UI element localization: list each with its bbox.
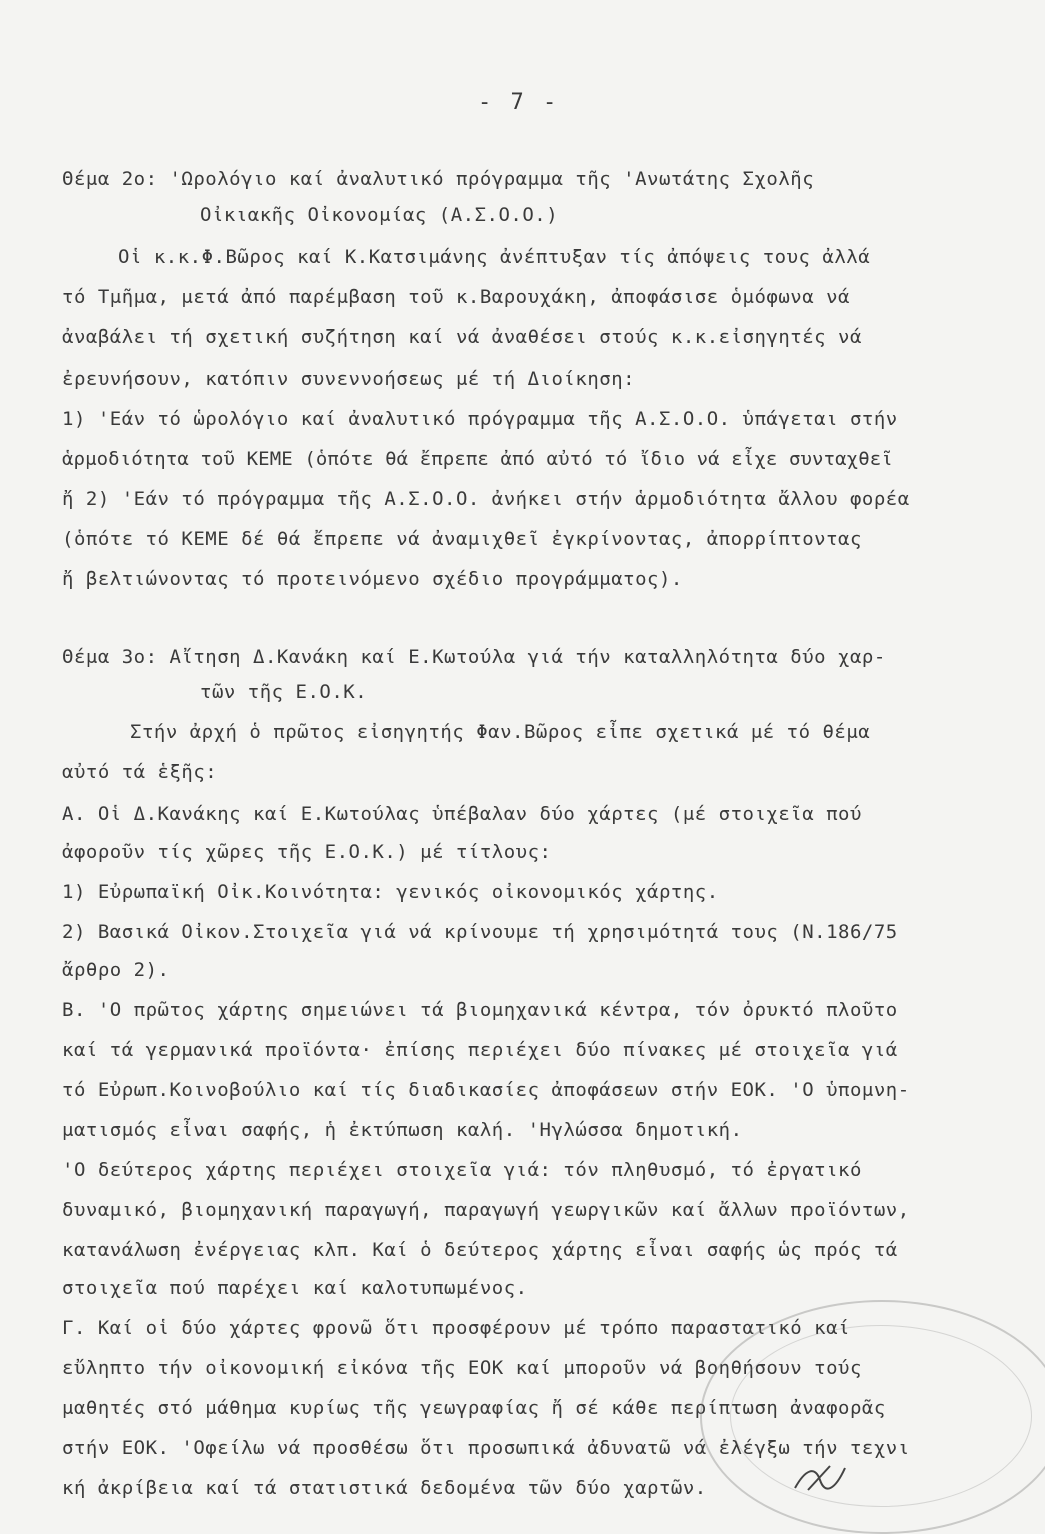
text-line: Γ. Καί οἱ δύο χάρτες φρονῶ ὅτι προσφέρουν μέ τρόπο παραστατικό καί <box>62 1317 850 1339</box>
text-line: Θέμα 3ο: Αἴτηση Δ.Κανάκη καί Ε.Κωτούλα γιά τήν καταλληλότητα δύο χαρ- <box>62 646 886 668</box>
text-line: Οἰκιακῆς Οἰκονομίας (Α.Σ.Ο.Ο.) <box>200 204 559 226</box>
text-line: ματισμός εἶναι σαφής, ἡ ἐκτύπωση καλή. 'Ηγλώσσα δημοτική. <box>62 1119 743 1141</box>
text-line: ἄρθρο 2). <box>62 959 170 981</box>
text-line: τό Εὐρωπ.Κοινοβούλιο καί τίς διαδικασίες ἀποφάσεων στήν ΕΟΚ. 'Ο ὑπομνη- <box>62 1079 910 1101</box>
text-line: κή ἀκρίβεια καί τά στατιστικά δεδομένα τῶν δύο χαρτῶν. <box>62 1477 707 1499</box>
text-line: Στήν ἀρχή ὁ πρῶτος εἰσηγητής Φαν.Βῶρος εἶπε σχετικά μέ τό θέμα <box>130 721 871 743</box>
text-line: εὔληπτο τήν οἰκονομική εἰκόνα τῆς ΕΟΚ καί μποροῦν νά βοηθήσουν τούς <box>62 1357 862 1379</box>
text-line: Οἱ κ.κ.Φ.Βῶρος καί Κ.Κατσιμάνης ἀνέπτυξαν τίς ἀπόψεις τους ἀλλά <box>118 246 871 268</box>
text-line: Β. 'Ο πρῶτος χάρτης σημειώνει τά βιομηχανικά κέντρα, τόν ὀρυκτό πλοῦτο <box>62 999 898 1021</box>
text-line: 2) Βασικά Οἰκον.Στοιχεῖα γιά νά κρίνουμε τή χρησιμότητά τους (Ν.186/75 <box>62 921 898 943</box>
text-line: ἁρμοδιότητα τοῦ ΚΕΜΕ (ὁπότε θά ἔπρεπε ἀπό αὐτό τό ἴδιο νά εἶχε συνταχθεῖ <box>62 448 893 470</box>
text-line: Θέμα 2ο: 'Ωρολόγιο καί ἀναλυτικό πρόγραμμα τῆς 'Ανωτάτης Σχολῆς <box>62 168 815 190</box>
text-line: αὐτό τά ἑξῆς: <box>62 761 218 783</box>
official-stamp-inner-ring <box>730 1325 1032 1507</box>
signature-mark <box>790 1460 850 1496</box>
text-line: στοιχεῖα πού παρέχει καί καλοτυπωμένος. <box>62 1277 528 1299</box>
text-line: τό Τμῆμα, μετά ἀπό παρέμβαση τοῦ κ.Βαρουχάκη, ἀποφάσισε ὁμόφωνα νά <box>62 286 850 308</box>
text-line: κατανάλωση ἐνέργειας κλπ. Καί ὁ δεύτερος χάρτης εἶναι σαφής ὡς πρός τά <box>62 1239 898 1261</box>
text-line: 'Ο δεύτερος χάρτης περιέχει στοιχεῖα γιά: τόν πληθυσμό, τό ἐργατικό <box>62 1159 862 1181</box>
text-line: δυναμικό, βιομηχανική παραγωγή, παραγωγή γεωργικῶν καί ἄλλων προϊόντων, <box>62 1199 910 1221</box>
text-line: μαθητές στό μάθημα κυρίως τῆς γεωγραφίας ἤ σέ κάθε περίπτωση ἀναφορᾶς <box>62 1397 886 1419</box>
text-line: ἤ 2) 'Εάν τό πρόγραμμα τῆς Α.Σ.Ο.Ο. ἀνήκει στήν ἁρμοδιότητα ἄλλου φορέα <box>62 488 910 510</box>
text-line: 1) Εὐρωπαϊκή Οἰκ.Κοινότητα: γενικός οἰκονομικός χάρτης. <box>62 881 719 903</box>
text-line: στήν ΕΟΚ. 'Οφείλω νά προσθέσω ὅτι προσωπικά ἀδυνατῶ νά ἐλέγξω τήν τεχνι <box>62 1437 910 1459</box>
text-line: ἐρευνήσουν, κατόπιν συνεννοήσεως μέ τή Διοίκηση: <box>62 368 636 390</box>
text-line: καί τά γερμανικά προϊόντα· ἐπίσης περιέχει δύο πίνακες μέ στοιχεῖα γιά <box>62 1039 898 1061</box>
text-line: 1) 'Εάν τό ὡρολόγιο καί ἀναλυτικό πρόγραμμα τῆς Α.Σ.Ο.Ο. ὑπάγεται στήν <box>62 408 898 430</box>
text-line: τῶν τῆς Ε.Ο.Κ. <box>200 681 368 703</box>
text-line: Α. Οἱ Δ.Κανάκης καί Ε.Κωτούλας ὑπέβαλαν δύο χάρτες (μέ στοιχεῖα πού <box>62 803 862 825</box>
text-line: ἤ βελτιώνοντας τό προτεινόμενο σχέδιο προγράμματος). <box>62 568 683 590</box>
text-line: (ὁπότε τό ΚΕΜΕ δέ θά ἔπρεπε νά ἀναμιχθεῖ ἐγκρίνοντας, ἀπορρίπτοντας <box>62 528 862 550</box>
page-number: - 7 - <box>478 90 560 115</box>
text-line: ἀναβάλει τή σχετική συζήτηση καί νά ἀναθέσει στούς κ.κ.εἰσηγητές νά <box>62 326 862 348</box>
text-line: ἀφοροῦν τίς χῶρες τῆς Ε.Ο.Κ.) μέ τίτλους: <box>62 841 552 863</box>
